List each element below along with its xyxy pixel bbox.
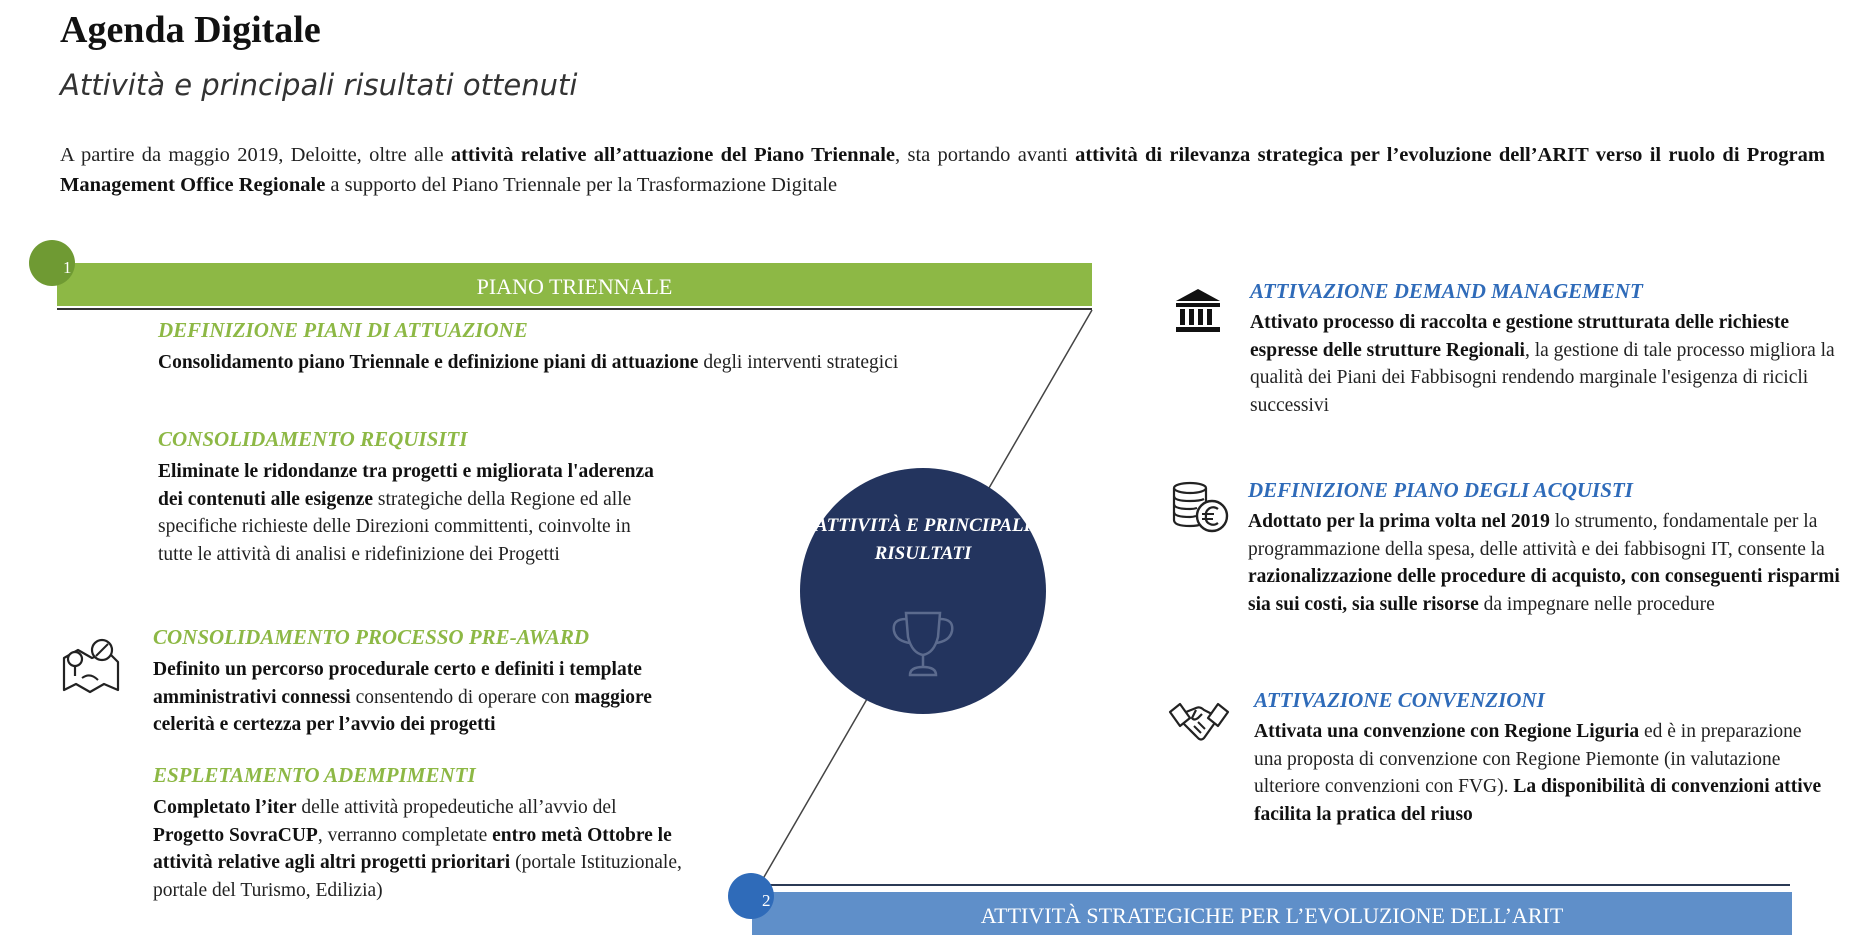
section-2-badge: 2 [728,873,774,919]
left-item-1-bold: Consolidamento piano Triennale e definizione piani di attuazione [158,352,699,373]
right-item-1-plain: , la gestione di tale processo migliora la qualità dei Piani dei Fabbisogni rendendo marginale l'esigenza di ricicli successivi [1250,339,1835,416]
left-item-4-plain-3: (portale Istituzionale, portale del Turismo, Edilizia) [153,852,682,901]
left-item-2-plain: strategiche della Regione ed alle specifiche richieste delle Direzioni committenti, coinvolte in tutte le attività di analisi e ridefinizione dei Progetti [158,488,632,565]
left-item-4-heading: ESPLETAMENTO ADEMPIMENTI [153,763,476,787]
bank-icon [1172,285,1232,345]
section-2-overline [760,884,1790,886]
intro-text-3: a supporto del Piano Triennale per la Trasformazione Digitale [325,174,838,196]
left-item-3-plain: consentendo di operare con [350,686,575,708]
right-item-3-heading: ATTIVAZIONE CONVENZIONI [1254,688,1545,712]
map-compass-icon [60,636,120,696]
left-item-3-text [153,656,713,739]
coins-euro-icon [1170,480,1230,540]
left-item-3-bold-1: Definito un percorso procedurale certo e definiti i template amministrativi connessi [153,659,642,708]
left-item-2-text [158,458,668,568]
left-item-4-bold-2: Progetto SovraCUP [153,824,318,846]
center-label-line-2: RISULTATI [874,543,972,564]
left-item-1-text [158,349,918,377]
section-1-title: PIANO TRIENNALE [476,274,673,299]
left-item-4-plain-2: , verranno completate [317,824,493,846]
left-item-2-bold: Eliminate le ridondanze tra progetti e migliorata l'aderenza dei contenuti alle esigenze [158,461,654,510]
right-item-2-plain-2: da impegnare nelle procedure [1478,593,1715,615]
intro-bold-1: attività relative all’attuazione del Piano Triennale [450,144,896,166]
right-item-1-bold: Attivato processo di raccolta e gestione strutturata delle richieste espresse delle strutture Regionali [1250,312,1790,361]
right-item-2-heading: DEFINIZIONE PIANO DEGLI ACQUISTI [1248,478,1633,502]
right-item-1-text [1250,309,1858,419]
page-title: Agenda Digitale [60,9,321,51]
section-1-badge: 1 [29,240,75,286]
handshake-icon [1168,698,1228,758]
right-item-2-bold-2: razionalizzazione delle procedure di acquisto, con conseguenti risparmi sia sui costi, sia sulle risorse [1248,566,1840,615]
intro-text-1: A partire da maggio 2019, Deloitte, oltre alle [60,144,451,166]
right-item-1-heading: ATTIVAZIONE DEMAND MANAGEMENT [1250,279,1643,303]
left-item-1-heading: DEFINIZIONE PIANI DI ATTUAZIONE [158,318,528,342]
center-circle-label [800,512,1046,568]
left-item-4-bold-1: Completato l’iter [153,797,297,818]
left-item-4-text [153,794,688,904]
intro-bold-2: attività di rilevanza strategica per l’evoluzione dell’ARIT verso il ruolo di Program Management Office Regionale [60,144,1825,196]
left-item-3-heading: CONSOLIDAMENTO PROCESSO PRE-AWARD [153,625,590,649]
right-item-3-plain: ed è in preparazione una proposta di convenzione con Regione Piemonte (in valutazione ulteriore convenzioni con FVG). [1254,721,1802,797]
section-2-header [752,892,1792,935]
section-2-title: ATTIVITÀ STRATEGICHE PER L’EVOLUZIONE DELL’ARIT [980,903,1564,928]
right-item-2-text [1248,508,1843,618]
center-label-line-1: ATTIVITÀ E PRINCIPALI [814,515,1032,536]
left-item-2-heading: CONSOLIDAMENTO REQUISITI [158,427,468,451]
left-item-3-bold-2: maggiore celerità e certezza per l’avvio dei progetti [153,686,652,735]
right-item-3-text [1254,718,1834,828]
left-item-4-bold-3: entro metà Ottobre le attività relative agli altri progetti prioritari [153,824,672,873]
section-1-header [57,263,1092,306]
trophy-icon [888,607,958,683]
intro-text-2: , sta portando avanti [895,144,1076,166]
right-item-2-plain-1: lo strumento, fondamentale per la programmazione della spesa, delle attività e dei fabbisogni IT, consente la [1248,511,1825,560]
left-item-4-plain-1: delle attività propedeutiche all’avvio del [296,797,617,818]
right-item-2-bold-1: Adottato per la prima volta nel 2019 [1248,511,1550,532]
right-item-3-bold-1: Attivata una convenzione con Regione Liguria [1254,721,1640,742]
page-subtitle: Attività e principali risultati ottenuti [60,68,578,102]
section-1-underline [57,308,1092,310]
left-item-1-plain: degli interventi strategici [698,352,899,373]
right-item-3-bold-2: La disponibilità di convenzioni attive facilita la pratica del riuso [1254,776,1822,825]
